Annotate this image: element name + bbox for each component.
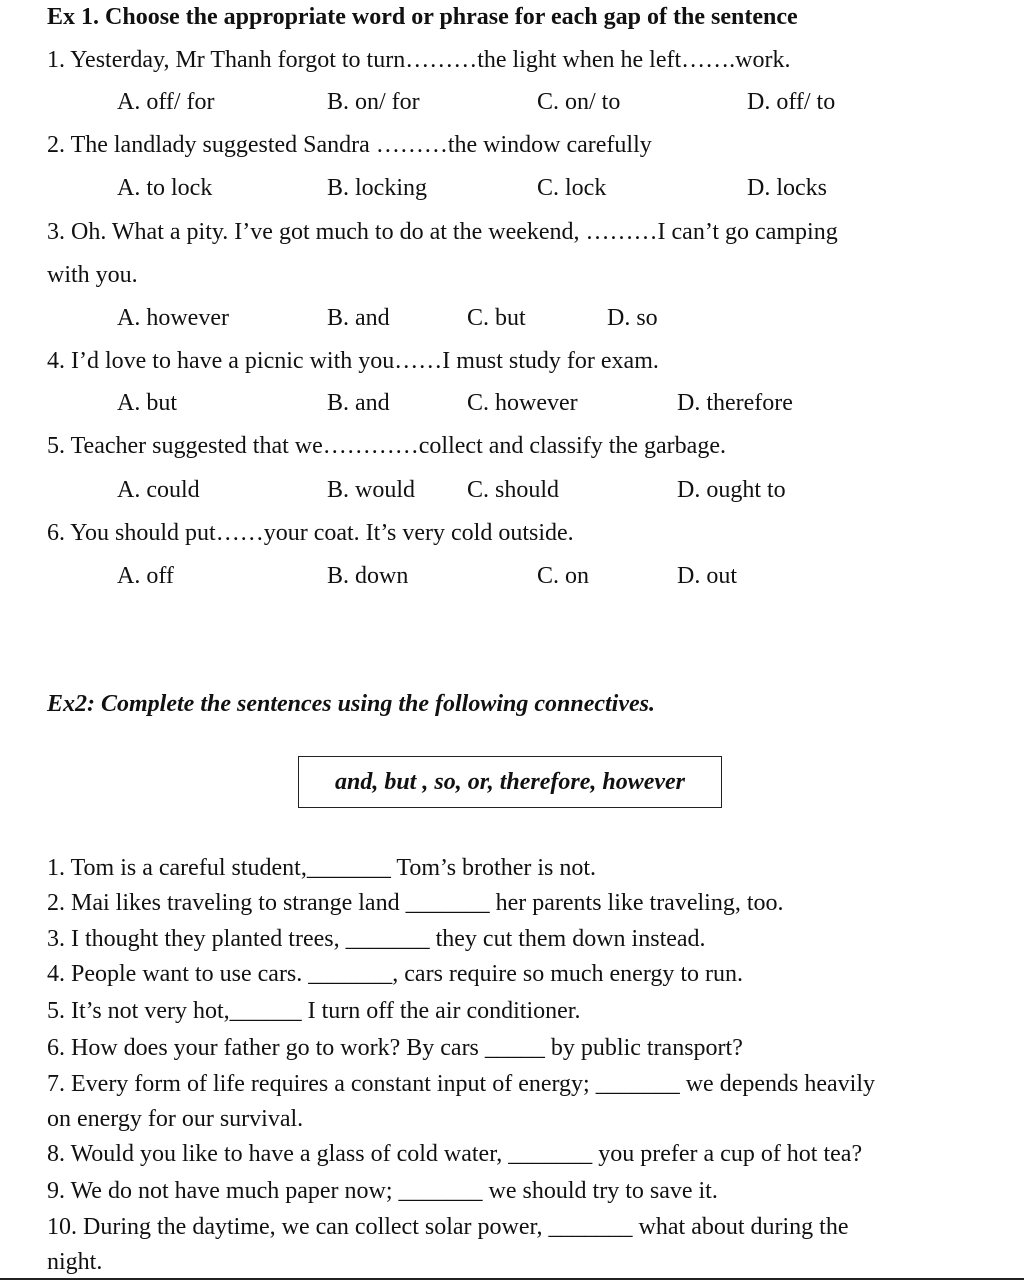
ex1-q2: 2. The landlady suggested Sandra ………the window carefully bbox=[47, 132, 652, 158]
ex1-q1-option-c: C. on/ to bbox=[537, 89, 621, 115]
ex2-sentence-8: 8. Would you like to have a glass of cold water, _______ you prefer a cup of hot tea? bbox=[47, 1141, 863, 1167]
ex2-sentence-3: 3. I thought they planted trees, _______ they cut them down instead. bbox=[47, 926, 706, 952]
ex1-q4-option-d: D. therefore bbox=[677, 390, 793, 416]
ex1-q4-option-b: B. and bbox=[327, 390, 390, 416]
ex1-q6-option-b: B. down bbox=[327, 563, 409, 589]
ex2-sentence-10-line2: night. bbox=[47, 1249, 103, 1275]
ex1-q3-option-a: A. however bbox=[117, 305, 229, 331]
ex1-q2-option-a: A. to lock bbox=[117, 175, 213, 201]
ex1-q1: 1. Yesterday, Mr Thanh forgot to turn………the light when he left…….work. bbox=[47, 47, 791, 73]
ex1-q2-option-d: D. locks bbox=[747, 175, 827, 201]
ex2-sentence-6: 6. How does your father go to work? By cars _____ by public transport? bbox=[47, 1035, 743, 1061]
ex2-sentence-7-line2: on energy for our survival. bbox=[47, 1106, 304, 1132]
ex1-q5-option-d: D. ought to bbox=[677, 477, 786, 503]
ex1-q2-option-b: B. locking bbox=[327, 175, 427, 201]
ex1-q3-option-d: D. so bbox=[607, 305, 658, 331]
ex1-q2-option-c: C. lock bbox=[537, 175, 607, 201]
ex1-q3-line1 bbox=[47, 217, 979, 247]
ex1-q5-option-a: A. could bbox=[117, 477, 200, 503]
ex1-q5-option-c: C. should bbox=[467, 477, 560, 503]
ex1-q1-option-a: A. off/ for bbox=[117, 89, 215, 115]
ex1-q6-option-d: D. out bbox=[677, 563, 737, 589]
ex1-q4-option-c: C. however bbox=[467, 390, 578, 416]
ex2-title: Ex2: Complete the sentences using the following connectives. bbox=[47, 691, 655, 717]
ex1-q4-option-a: A. but bbox=[117, 390, 177, 416]
ex1-q5-option-b: B. would bbox=[327, 477, 416, 503]
connectives-list: and, but , so, or, therefore, however bbox=[334, 768, 685, 795]
ex2-sentence-2: 2. Mai likes traveling to strange land _______ her parents like traveling, too. bbox=[47, 890, 784, 916]
ex1-title: Ex 1. Choose the appropriate word or phrase for each gap of the sentence bbox=[47, 4, 798, 30]
ex2-sentence-9: 9. We do not have much paper now; _______ we should try to save it. bbox=[47, 1178, 718, 1204]
ex1-q3-option-c: C. but bbox=[467, 305, 526, 331]
ex1-q6-option-a: A. off bbox=[117, 563, 174, 589]
ex2-sentence-4: 4. People want to use cars. _______, cars require so much energy to run. bbox=[47, 961, 744, 987]
bottom-border bbox=[0, 1278, 1024, 1280]
ex1-q1-option-d: D. off/ to bbox=[747, 89, 836, 115]
ex2-sentence-1: 1. Tom is a careful student,_______ Tom’s brother is not. bbox=[47, 855, 597, 881]
ex2-sentence-7-line1: 7. Every form of life requires a constant input of energy; _______ we depends heavily bbox=[47, 1071, 875, 1097]
ex1-q3-line2: with you. bbox=[47, 262, 138, 288]
connectives-box bbox=[298, 756, 722, 808]
ex2-sentence-10-line1: 10. During the daytime, we can collect solar power, _______ what about during the bbox=[47, 1214, 849, 1240]
ex1-q6: 6. You should put……your coat. It’s very cold outside. bbox=[47, 520, 574, 546]
ex1-q1-option-b: B. on/ for bbox=[327, 89, 420, 115]
ex2-sentence-5: 5. It’s not very hot,______ I turn off the air conditioner. bbox=[47, 998, 581, 1024]
ex1-q5: 5. Teacher suggested that we…………collect and classify the garbage. bbox=[47, 433, 726, 459]
ex1-q6-option-c: C. on bbox=[537, 563, 590, 589]
ex1-q4: 4. I’d love to have a picnic with you……I must study for exam. bbox=[47, 348, 659, 374]
ex1-q3-text: 3. Oh. What a pity. I’ve got much to do at the weekend, ………I can’t go camping bbox=[47, 219, 838, 245]
ex1-q3-option-b: B. and bbox=[327, 305, 390, 331]
